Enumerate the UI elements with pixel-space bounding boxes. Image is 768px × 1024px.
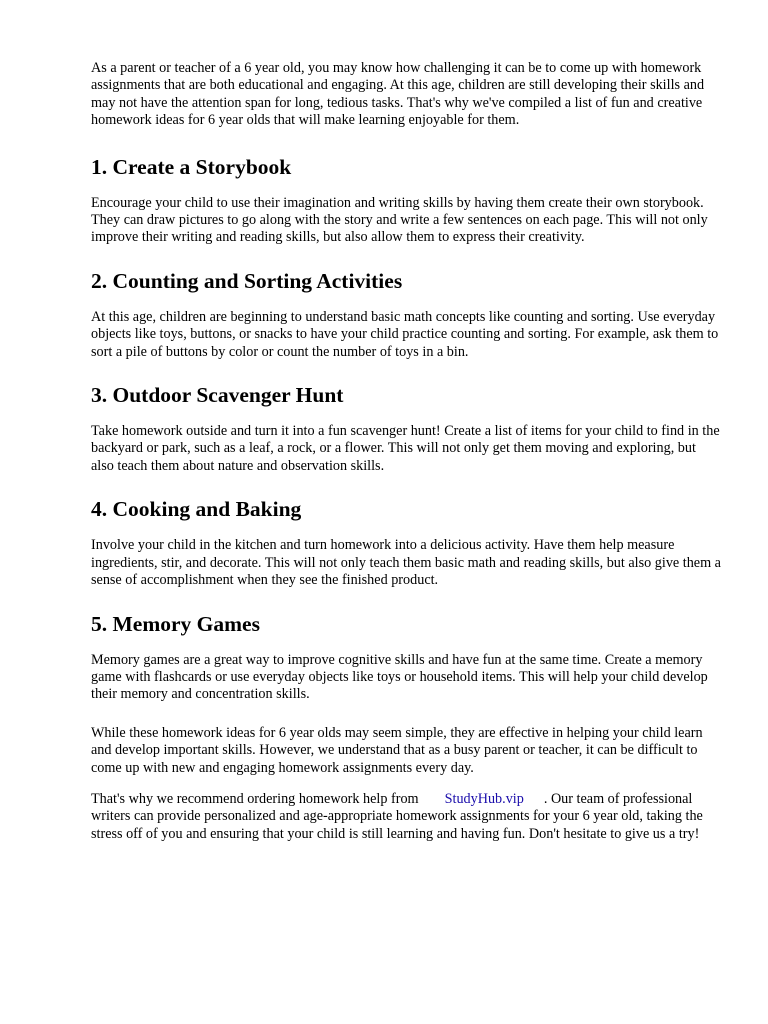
section-heading: 5. Memory Games (91, 611, 260, 636)
section-heading: 1. Create a Storybook (91, 154, 292, 179)
closing-cta-paragraph (91, 791, 721, 843)
section-counting-sorting (91, 268, 721, 361)
section-cooking-baking (91, 496, 721, 589)
document-page (91, 60, 721, 857)
section-heading: 2. Counting and Sorting Activities (91, 268, 403, 293)
closing-paragraph: While these homework ideas for 6 year olds may seem simple, they are effective in helping your child learn and develop important skills. However, we understand that as a busy parent or teacher, it can be difficult to come up with new and engaging homework assignments every day. (91, 724, 703, 776)
section-heading: 4. Cooking and Baking (91, 497, 302, 522)
intro-paragraph: As a parent or teacher of a 6 year old, you may know how challenging it can be to come up with homework assignments that are both educational and engaging. At this age, children are still developing their skills and may not have the attention span for long, tedious tasks. That's why we've compiled a list of fun and creative homework ideas for 6 year olds that will make learning enjoyable for them. (91, 60, 705, 129)
closing-section (91, 725, 721, 843)
section-storybook (91, 154, 721, 247)
section-body: Encourage your child to use their imagination and writing skills by having them create their own storybook. They can draw pictures to go along with the story and write a few sentences on each page. This will not only improve their writing and reading skills, but also allow them to express their creativity. (91, 194, 708, 246)
section-body: Memory games are a great way to improve cognitive skills and have fun at the same time. Create a memory game with flashcards or use everyday objects like toys or household items. This will help your child develop their memory and concentration skills. (91, 651, 708, 703)
section-body: Take homework outside and turn it into a fun scavenger hunt! Create a list of items for your child to find in the backyard or park, such as a leaf, a rock, or a flower. This will not only get them moving and exploring, but also teach them about nature and observation skills. (91, 423, 720, 474)
cta-text-after: . Our team of professional writers can provide personalized and age-appropriate homework assignments for your 6 year old, taking the stress off of you and ensuring that your child is still learning and having fun. Don't hesitate to give us a try! (91, 790, 703, 842)
section-body: At this age, children are beginning to understand basic math concepts like counting and sorting. Use everyday objects like toys, buttons, or snacks to have your child practice counting and sorting. For example, ask them to sort a pile of buttons by color or count the number of toys in a bin. (91, 308, 719, 360)
section-body: Involve your child in the kitchen and turn homework into a delicious activity. Have them help measure ingredients, stir, and decorate. This will not only teach them basic math and reading skills, but also give them a sense of accomplishment when they see the finished product. (91, 537, 721, 589)
section-heading: 3. Outdoor Scavenger Hunt (91, 383, 344, 408)
studyhub-link[interactable]: StudyHub.vip (444, 790, 524, 807)
cta-text-before: That's why we recommend ordering homework help from (91, 790, 419, 807)
section-memory-games (91, 611, 721, 704)
section-scavenger-hunt (91, 382, 721, 475)
